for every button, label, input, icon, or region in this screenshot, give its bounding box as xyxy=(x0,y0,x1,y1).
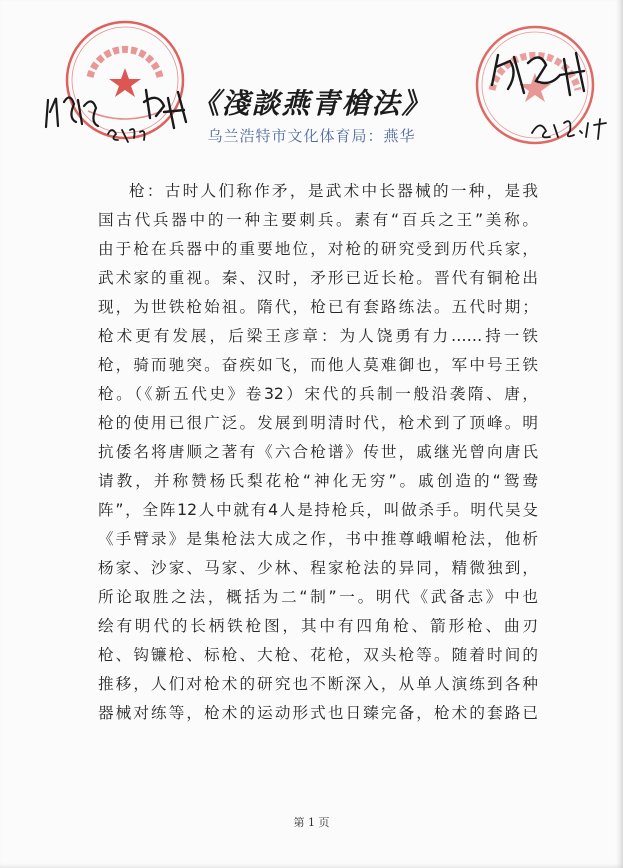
body-line: 枪、钩镰枪、标枪、大枪、花枪，双头枪等。随着时间的 xyxy=(98,646,538,664)
body-line: 枪：古时人们称作矛，是武术中长器械的一种，是我 xyxy=(129,182,538,200)
body-line: 枪，骑而驰突。奋疾如飞，而他人莫难御也，军中号王铁 xyxy=(98,356,538,374)
body-line: 请教，并称赞杨氏梨花枪“神化无穷”。戚创造的“鸳鸯 xyxy=(98,472,538,490)
body-line: 武术家的重视。秦、汉时，矛形已近长枪。晋代有铜枪出 xyxy=(98,269,538,287)
body-line: 枪术更有发展，后梁王彦章：为人饶勇有力……持一铁 xyxy=(98,327,538,345)
body-line: 现，为世铁枪始祖。隋代，枪已有套路练法。五代时期； xyxy=(98,298,538,316)
body-line: 《手臂录》是集枪法大成之作，书中推尊峨嵋枪法，他析 xyxy=(98,530,538,548)
body-line: 杨家、沙家、马家、少林、程家枪法的异同，精微独到， xyxy=(98,559,538,577)
body-line: 器械对练等，枪术的运动形式也日臻完备，枪术的套路已 xyxy=(98,704,538,722)
body-line: 所论取胜之法，概括为二“制”一。明代《武备志》中也 xyxy=(98,588,538,606)
body-line: 国古代兵器中的一种主要刺兵。素有“百兵之王”美称。 xyxy=(98,211,538,229)
document-title: 《淺談燕青槍法》 xyxy=(191,87,432,120)
page-number: 第 1 页 xyxy=(293,816,330,829)
body-line: 枪的使用已很广泛。发展到明清时代，枪术到了顶峰。明 xyxy=(98,414,538,432)
body-line: 由于枪在兵器中的重要地位，对枪的研究受到历代兵家， xyxy=(98,240,538,258)
document-subtitle: 乌兰浩特市文化体育局：燕华 xyxy=(207,127,416,145)
body-line: 绘有明代的长柄铁枪图，其中有四角枪、箭形枪、曲刃 xyxy=(98,617,538,635)
body-line: 推移，人们对枪术的研究也不断深入，从单人演练到各种 xyxy=(98,675,538,693)
document-body xyxy=(98,177,538,728)
body-line: 抗倭名将唐顺之著有《六合枪谱》传世，戚继光曾向唐氏 xyxy=(98,443,538,461)
body-line: 阵”，全阵12人中就有4人是持枪兵，叫做杀手。明代吴殳 xyxy=(98,501,538,519)
body-line: 枪。（《新五代史》卷32）宋代的兵制一般沿袭隋、唐， xyxy=(98,385,538,403)
